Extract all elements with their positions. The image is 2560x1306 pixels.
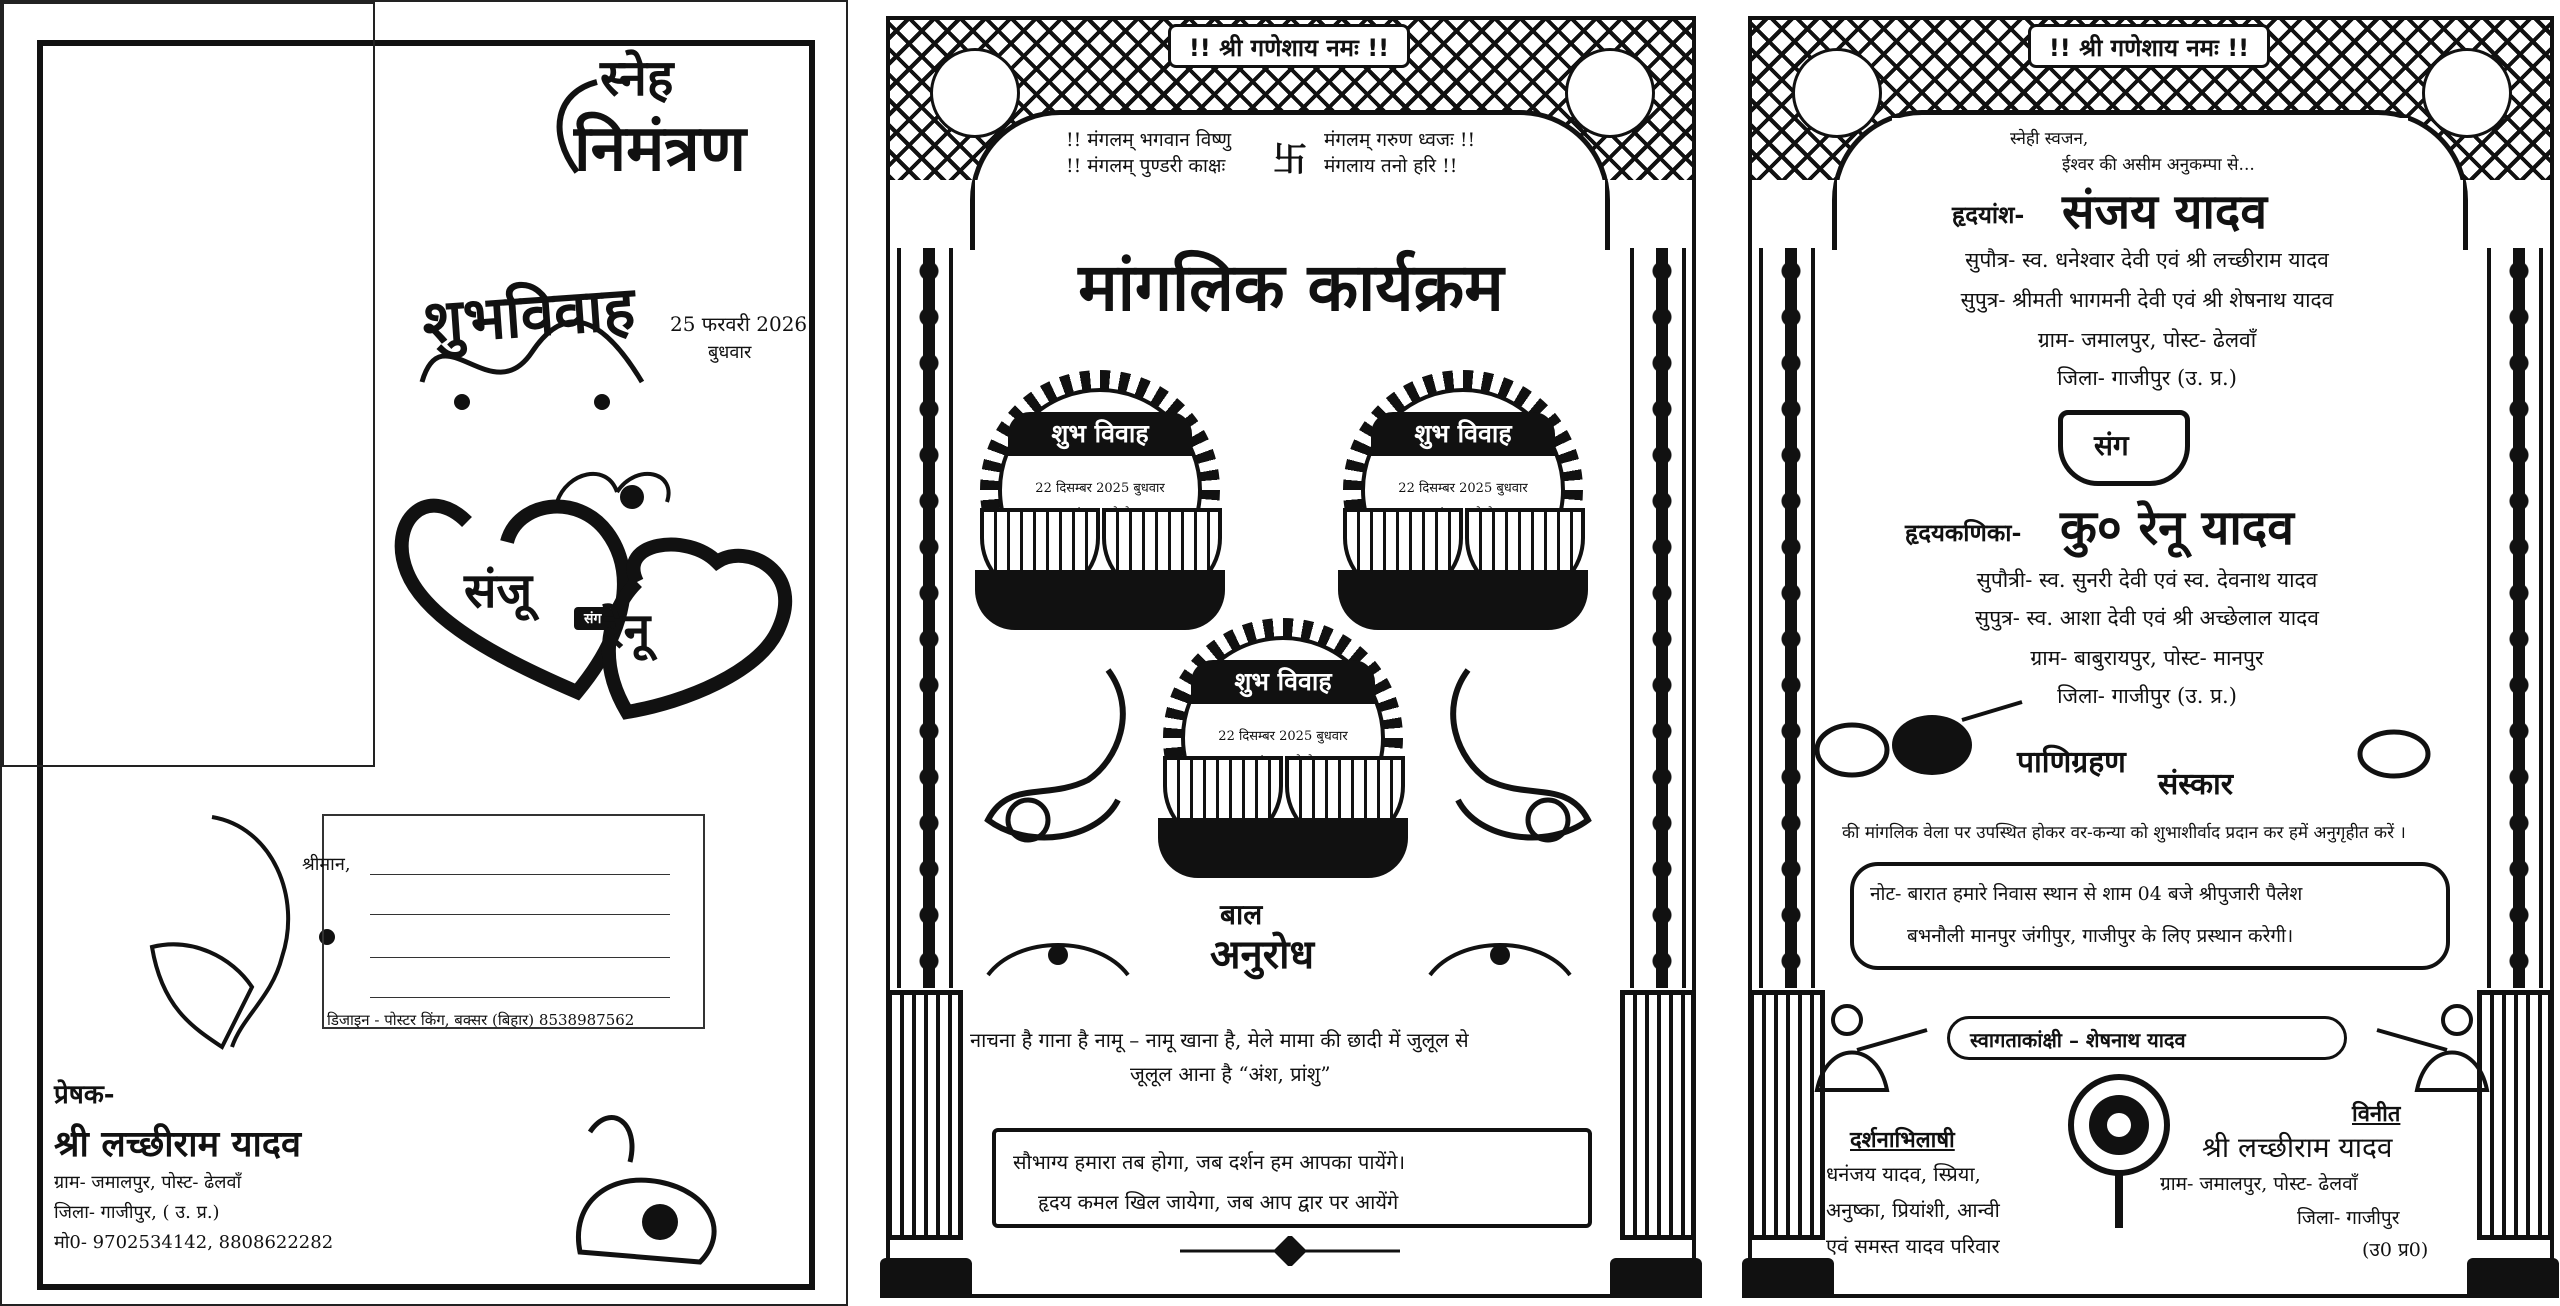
child-verse-line-2: जूलूल आना है “अंश, प्रांशु” [1130,1062,1331,1086]
address-line-4[interactable] [370,997,670,998]
left-pillar [1759,248,1815,988]
address-line-3[interactable] [370,957,670,958]
mandala-icon [2064,1070,2174,1230]
couplet-line-1: सौभाग्य हमारा तब होगा, जब दर्शन हम आपका पायेंगे। [1013,1150,1406,1174]
groom-label: हृदयांश- [1952,200,2025,229]
swastik-icon: 卐 [1273,140,1307,180]
right-pillar [1630,248,1686,988]
sender-label: प्रेषक- [54,1080,115,1110]
note-box [1850,862,2450,970]
musician-right-icon [2367,1000,2507,1100]
left-pillar [897,248,953,988]
musician-left-icon [1797,1000,1937,1100]
sang-tag: संग [574,607,611,630]
badge-title: शुभ विवाह [1371,412,1555,456]
vinit-name: श्री लच्छीराम यादव [2202,1131,2393,1164]
address-line-1[interactable] [370,874,670,875]
badge-title: शुभ विवाह [1191,660,1375,704]
event-day: बुधवार [708,342,752,363]
ganesh-icon [930,48,1020,138]
badge-title: शुभ विवाह [1008,412,1192,456]
namaste-woman-illustration [132,807,352,1057]
badge-date: 22 दिसम्बर 2025 बुधवार [1218,729,1348,744]
dhol-drum-icon [1812,700,2032,790]
peacock-right-icon [1438,650,1608,860]
sang-label: संग [2094,429,2129,462]
bride-detail-4: जिला- गाजीपुर (उ. प्र.) [2057,684,2237,708]
mantra-left-2: !! मंगलम् पुण्डरी काक्षः [1066,155,1226,177]
right-pillar-base [1620,990,1696,1240]
floral-ornament-left [978,925,1138,995]
event-date: 25 फरवरी 2026 [670,312,808,336]
vinit-title: विनीत [2352,1101,2401,1127]
right-pillar [2487,248,2543,988]
vinit-district: जिला- गाजीपुर [2297,1207,2400,1229]
bride-label: हृदयकणिका- [1905,518,2022,547]
shubh-vivah-calligraphy: शुभविवाह [420,273,638,359]
peacock-illustration [550,1102,760,1272]
bride-short-name: रेनू [604,603,651,659]
left-pillar-foot [880,1258,972,1298]
vinit-village: ग्राम- जमालपुर, पोस्ट- ढेलवाँ [2160,1173,2358,1195]
darshan-line-1: धनंजय यादव, स्प्रिया, [1826,1162,1981,1186]
request-line: की मांगलिक वेला पर उपस्थित होकर वर-कन्या को शुभाशीर्वाद प्रदान कर हमें अनुगृहीत करें । [1842,823,2406,843]
child-verse-line-1: नाचना है गाना है नामू – नामू खाना है, मेले मामा की छादी में जुलूल से [970,1028,1469,1052]
bride-name: कु० रेनू यादव [2060,500,2294,556]
right-pillar-foot [1610,1258,1702,1298]
bride-detail-2: सुपुत्र- स्व. आशा देवी एवं श्री अच्छेलाल यादव [1975,606,2319,630]
badge-date: 22 दिसम्बर 2025 बुधवार [1398,481,1528,496]
bride-detail-1: सुपौत्री- स्व. सुनरी देवी एवं स्व. देवनाथ यादव [1976,568,2318,592]
sneh-title: स्नेह [600,48,674,107]
peacock-left-icon [968,650,1138,860]
darshan-line-2: अनुष्का, प्रियांशी, आन्वी [1826,1198,2000,1222]
greeting-line-2: ईश्वर की असीम अनुकम्पा से... [2062,155,2255,175]
design-credit: डिजाइन - पोस्टर किंग, बक्सर (बिहार) 8538987562 [327,1011,635,1029]
floral-swirl-ornament [402,292,662,422]
address-line-2[interactable] [370,914,670,915]
vinit-state: (उ0 प्र0) [2362,1239,2429,1261]
groom-detail-3: ग्राम- जमालपुर, पोस्ट- ढेलवाँ [2037,328,2257,352]
nimantran-title: निमंत्रण [574,111,746,186]
note-line-2: बभनौली मानपुर जंगीपुर, गाजीपुर के लिए प्रस्थान करेगी। [1907,925,2294,947]
envelope-panel [0,0,848,1306]
sender-village: ग्राम- जमालपुर, पोस्ट- ढेलवाँ [54,1172,242,1193]
mantra-right-2: मंगलाय तनो हरि !! [1324,155,1458,177]
kalash-icon [1565,48,1655,138]
ganesh-invocation: !! श्री गणेशाय नमः !! [2028,24,2270,68]
swirl-ornament [537,72,617,182]
panigrahan-label: पाणिग्रहण [2017,745,2126,780]
shriman-label: श्रीमान, [302,854,351,875]
sender-name: श्री लच्छीराम यादव [54,1123,302,1165]
kalash-icon [2422,48,2512,138]
groom-detail-4: जिला- गाजीपुर (उ. प्र.) [2057,366,2237,390]
sender-mobile: मो0- 9702534142, 8808622282 [54,1232,334,1253]
groom-name: संजय यादव [2062,184,2268,240]
mangalik-heading: मांगलिक कार्यक्रम [1078,248,1504,326]
welcome-line: स्वागताकांक्षी – शेषनाथ यादव [1970,1028,2186,1052]
envelope-flap [2,2,375,767]
ganesh-icon [1792,48,1882,138]
anurodh-label: अनुरोध [1210,931,1315,978]
ceremony-panel [880,0,1702,1306]
badge-date: 22 दिसम्बर 2025 बुधवार [1035,481,1165,496]
drum-icon-right [2354,724,2434,784]
bal-label: बाल [1220,898,1263,931]
floral-ornament-right [1420,925,1580,995]
couplet-line-2: हृदय कमल खिल जायेगा, जब आप द्वार पर आयेंगे [1038,1190,1399,1214]
bride-detail-3: ग्राम- बाबुरायपुर, पोस्ट- मानपुर [2030,646,2264,670]
sender-district: जिला- गाजीपुर, ( उ. प्र.) [54,1202,220,1223]
darshan-line-3: एवं समस्त यादव परिवार [1826,1234,2000,1258]
right-pillar-foot [2467,1258,2559,1298]
bottom-divider-ornament [1180,1236,1400,1266]
pedestal [1158,818,1408,878]
ganesh-invocation: !! श्री गणेशाय नमः !! [1168,24,1410,68]
darshan-title: दर्शनाभिलाषी [1850,1127,1955,1153]
sanskar-label: संस्कार [2158,767,2234,802]
groom-short-name: संजू [464,563,533,619]
mantra-left-1: !! मंगलम् भगवान विष्णु [1066,129,1232,151]
left-pillar-base [887,990,963,1240]
mantra-right-1: मंगलम् गरुण ध्वजः !! [1324,129,1476,151]
greeting-line-1: स्नेही स्वजन, [2010,129,2089,149]
details-panel [1742,0,2560,1306]
note-line-1: नोट- बारात हमारे निवास स्थान से शाम 04 बजे श्रीपुजारी पैलेश [1870,883,2303,905]
left-pillar-foot [1742,1258,1834,1298]
groom-detail-1: सुपौत्र- स्व. धनेश्वार देवी एवं श्री लच्छीराम यादव [1965,248,2329,272]
groom-detail-2: सुपुत्र- श्रीमती भागमनी देवी एवं श्री शेषनाथ यादव [1960,288,2334,312]
